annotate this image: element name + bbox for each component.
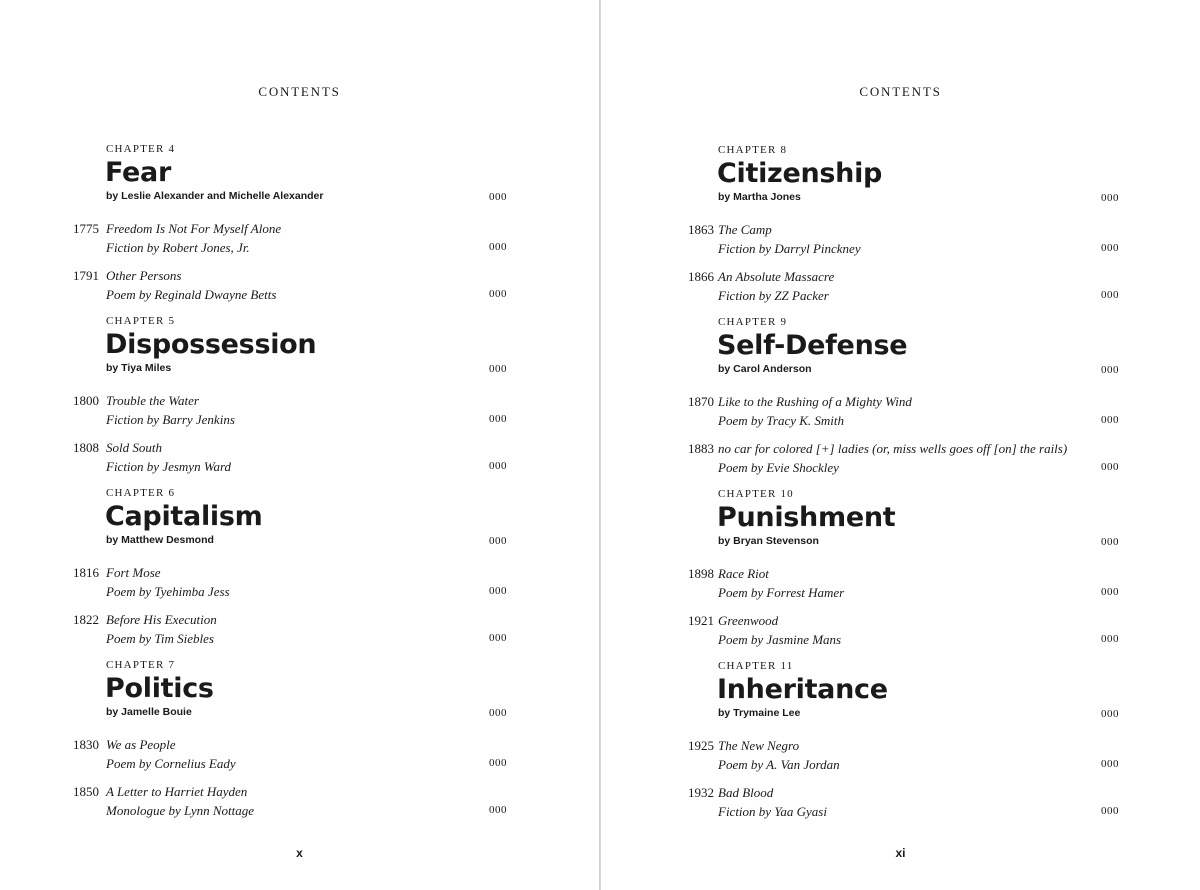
page-number: 000 [1101,586,1119,598]
chapter-heading [0,659,599,728]
page-number: 000 [489,241,507,253]
entry-byline: Fiction by Jesmyn Ward [106,459,232,474]
page-number: 000 [1101,536,1119,548]
page-number: 000 [489,460,507,472]
chapter-title: Dispossession [105,329,317,360]
page-number: 000 [489,632,507,644]
page-number: 000 [1101,461,1119,473]
entry-byline: Poem by Tyehimba Jess [106,584,230,599]
toc-entry [0,784,599,831]
chapter-heading [601,660,1200,729]
entry-byline: Poem by Jasmine Mans [718,632,842,647]
page-number: 000 [1101,364,1119,376]
entry-year: 1816 [73,565,99,580]
entry-year: 1830 [73,737,99,752]
entry-byline: Poem by Cornelius Eady [106,756,236,771]
toc-entry [0,393,599,440]
toc-entry [0,221,599,268]
toc-entry [601,738,1200,785]
chapter-title: Citizenship [717,158,883,189]
chapter-heading [601,144,1200,213]
chapter-label: CHAPTER 9 [718,316,788,328]
entry-title: Sold South [106,440,162,455]
chapter-author: by Tiya Miles [106,362,172,374]
toc-entry [0,737,599,784]
chapter-title: Politics [105,673,214,704]
chapter-heading [0,143,599,212]
running-head: CONTENTS [859,84,942,99]
chapter-author: by Jamelle Bouie [106,706,192,718]
entry-byline: Fiction by Robert Jones, Jr. [106,240,250,255]
toc-entry [0,440,599,487]
entry-byline: Monologue by Lynn Nottage [106,803,255,818]
chapter-title: Self-Defense [717,330,908,361]
toc-entry [601,566,1200,613]
entry-title: Freedom Is Not For Myself Alone [106,221,282,236]
entry-year: 1800 [73,393,99,408]
entry-year: 1808 [73,440,99,455]
entry-title: The Camp [718,222,772,237]
chapter-title: Inheritance [717,674,888,705]
folio: x [296,846,303,860]
page-number: 000 [489,585,507,597]
entry-title: An Absolute Massacre [718,269,835,284]
toc-entry [601,394,1200,441]
entry-title: We as People [106,737,176,752]
chapter-author: by Matthew Desmond [106,534,214,546]
chapter-label: CHAPTER 11 [718,660,794,672]
chapter-label: CHAPTER 8 [718,144,788,156]
entry-year: 1898 [688,566,714,581]
entry-title: Greenwood [718,613,779,628]
chapter-label: CHAPTER 6 [106,487,176,499]
entry-title: The New Negro [718,738,800,753]
page-number: 000 [489,288,507,300]
page-number: 000 [1101,242,1119,254]
chapter-heading [0,315,599,384]
page-number: 000 [489,804,507,816]
running-head: CONTENTS [258,84,341,99]
page-number: 000 [1101,708,1119,720]
entry-year: 1822 [73,612,99,627]
right-page [601,0,1200,890]
page-number: 000 [1101,633,1119,645]
entry-title: Trouble the Water [106,393,199,408]
page-number: 000 [489,191,507,203]
toc-entry [601,269,1200,316]
entry-year: 1925 [688,738,714,753]
chapter-title: Punishment [717,502,896,533]
entry-byline: Fiction by Yaa Gyasi [718,804,827,819]
entry-byline: Poem by Tracy K. Smith [718,413,845,428]
page-number: 000 [1101,414,1119,426]
chapter-author: by Bryan Stevenson [718,535,819,547]
toc-entry [601,613,1200,660]
folio: xi [895,846,906,860]
chapter-author: by Carol Anderson [718,363,812,375]
entry-title: Fort Mose [106,565,161,580]
toc-entry [0,612,599,659]
page-number: 000 [489,363,507,375]
chapter-title: Fear [105,157,171,188]
toc-entry [0,565,599,612]
page-number: 000 [1101,192,1119,204]
entry-title: no car for colored [+] ladies (or, miss wells goes off [on] the rails) [718,441,1068,456]
page-number: 000 [1101,758,1119,770]
entry-year: 1932 [688,785,714,800]
page-number: 000 [489,535,507,547]
chapter-title: Capitalism [105,501,263,532]
table-of-contents [601,144,1200,832]
chapter-label: CHAPTER 5 [106,315,176,327]
entry-year: 1866 [688,269,714,284]
chapter-heading [0,487,599,556]
page-number: 000 [489,707,507,719]
chapter-heading [601,488,1200,557]
chapter-heading [601,316,1200,385]
entry-title: Race Riot [718,566,769,581]
entry-byline: Poem by A. Van Jordan [718,757,840,772]
chapter-author: by Martha Jones [718,191,801,203]
page-number: 000 [489,757,507,769]
toc-entry [0,268,599,315]
entry-byline: Poem by Evie Shockley [718,460,839,475]
entry-year: 1863 [688,222,714,237]
entry-title: Before His Execution [106,612,217,627]
chapter-label: CHAPTER 4 [106,143,176,155]
entry-byline: Poem by Forrest Hamer [718,585,845,600]
page-number: 000 [489,413,507,425]
chapter-label: CHAPTER 10 [718,488,794,500]
toc-entry [601,441,1200,488]
table-of-contents [0,143,599,831]
entry-year: 1791 [73,268,99,283]
entry-title: Bad Blood [718,785,774,800]
entry-byline: Fiction by ZZ Packer [718,288,829,303]
chapter-author: by Trymaine Lee [718,707,801,719]
entry-year: 1870 [688,394,714,409]
entry-byline: Poem by Tim Siebles [106,631,214,646]
entry-year: 1850 [73,784,99,799]
entry-title: Like to the Rushing of a Mighty Wind [718,394,912,409]
entry-byline: Fiction by Barry Jenkins [106,412,235,427]
chapter-author: by Leslie Alexander and Michelle Alexander [106,190,324,202]
entry-byline: Poem by Reginald Dwayne Betts [106,287,277,302]
entry-year: 1883 [688,441,714,456]
entry-year: 1921 [688,613,714,628]
toc-entry [601,785,1200,832]
page-number: 000 [1101,289,1119,301]
page-number: 000 [1101,805,1119,817]
toc-entry [601,222,1200,269]
entry-title: Other Persons [106,268,182,283]
chapter-label: CHAPTER 7 [106,659,176,671]
entry-byline: Fiction by Darryl Pinckney [718,241,861,256]
entry-year: 1775 [73,221,99,236]
entry-title: A Letter to Harriet Hayden [106,784,248,799]
